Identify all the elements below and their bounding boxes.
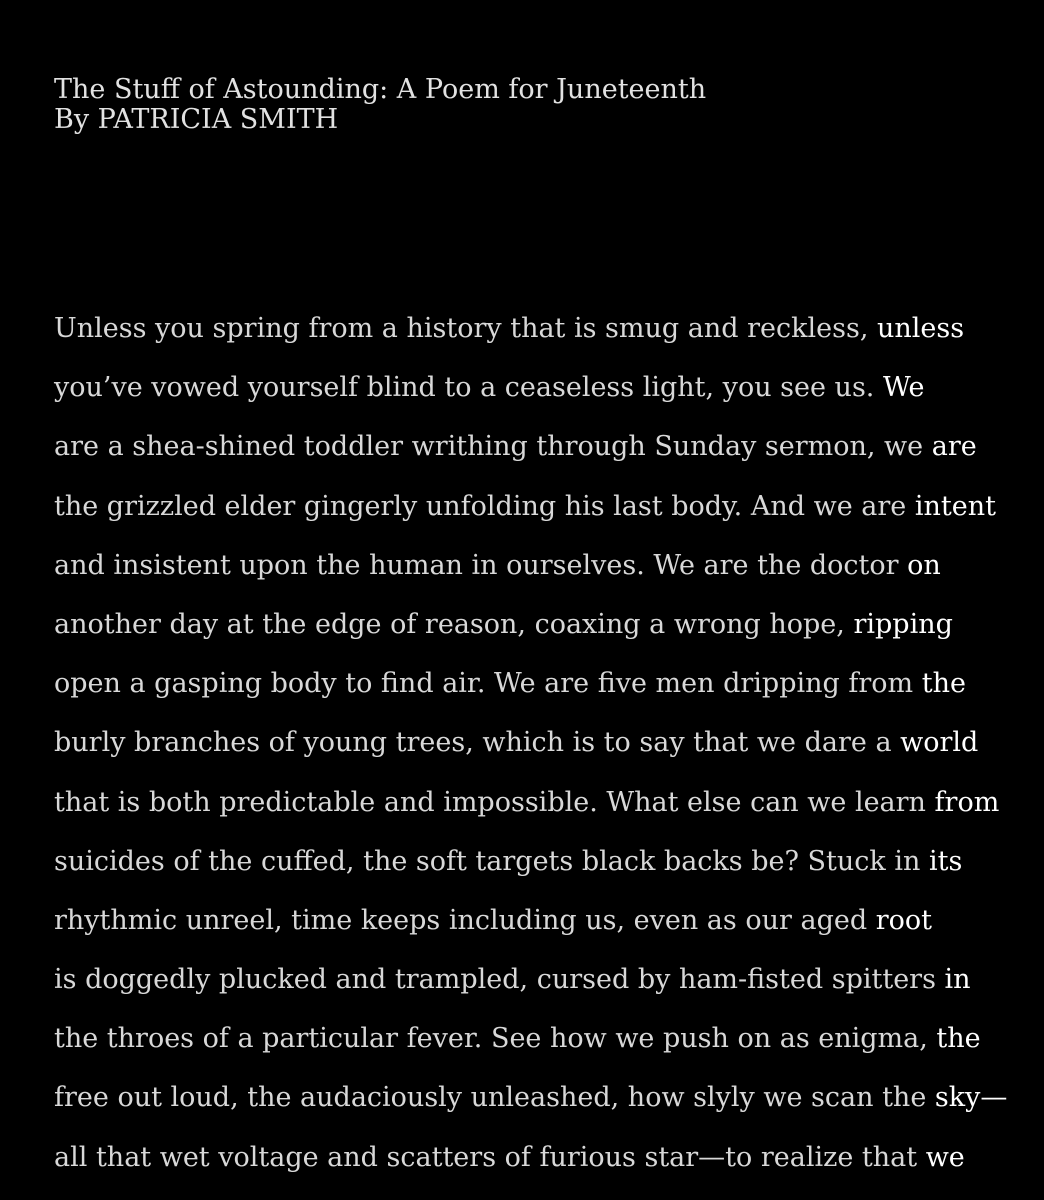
poem-line-last-word: its bbox=[928, 845, 963, 877]
poem-line-text: that is both predictable and impossible. What else can we learn bbox=[54, 786, 926, 818]
poem-line bbox=[54, 664, 1007, 723]
poem-line bbox=[54, 1019, 1007, 1078]
poem-title: The Stuff of Astounding: A Poem for Juneteenth bbox=[54, 74, 707, 105]
poem-line bbox=[54, 605, 1007, 664]
poem-line-last-word: world bbox=[900, 727, 979, 759]
poem-line-last-word: from bbox=[934, 786, 1000, 818]
poem-line-text: you’ve vowed yourself blind to a ceaseless light, you see us. bbox=[54, 372, 875, 404]
poem-line-last-word: sky— bbox=[934, 1082, 1008, 1114]
poem-line-text: and insistent upon the human in ourselves. We are the doctor bbox=[54, 549, 899, 581]
poem-line-last-word: are bbox=[931, 431, 977, 463]
poem-line bbox=[54, 842, 1007, 901]
poem-line-text: Unless you spring from a history that is smug and reckless, bbox=[54, 313, 869, 344]
poem-line-text: the throes of a particular fever. See how we push on as enigma, bbox=[54, 1023, 928, 1055]
poem-line-text: the grizzled elder gingerly unfolding his last body. And we are bbox=[54, 490, 907, 522]
poem-line bbox=[54, 783, 1007, 842]
poem-line-last-word: in bbox=[944, 964, 971, 996]
poem-body bbox=[54, 309, 1007, 1197]
poem-line bbox=[54, 1138, 1007, 1197]
poem-line-last-word: on bbox=[907, 549, 941, 581]
poem-line-last-word: ripping bbox=[853, 608, 953, 640]
poem-line-last-word: root bbox=[875, 904, 932, 936]
poem-line-last-word: unless bbox=[877, 313, 965, 344]
poem-line-text: all that wet voltage and scatters of furious star—to realize that bbox=[54, 1141, 918, 1173]
poem-line-text: is doggedly plucked and trampled, cursed by ham-fisted spitters bbox=[54, 964, 936, 996]
poem-line-text: suicides of the cuffed, the soft targets black backs be? Stuck in bbox=[54, 845, 921, 877]
poem-byline: By PATRICIA SMITH bbox=[54, 104, 339, 135]
poem-line-last-word: we bbox=[925, 1141, 965, 1173]
poem-line bbox=[54, 1078, 1007, 1137]
poem-line-text: are a shea-shined toddler writhing through Sunday sermon, we bbox=[54, 431, 924, 463]
poem-line bbox=[54, 960, 1007, 1019]
poem-line-last-word: intent bbox=[914, 490, 996, 522]
poem-line-text: free out loud, the audaciously unleashed, how slyly we scan the bbox=[54, 1082, 927, 1114]
poem-line bbox=[54, 427, 1007, 486]
poem-line-last-word: the bbox=[936, 1023, 981, 1055]
poem-line-text: burly branches of young trees, which is to say that we dare a bbox=[54, 727, 892, 759]
poem-line-text: rhythmic unreel, time keeps including us, even as our aged bbox=[54, 904, 868, 936]
poem-line bbox=[54, 309, 1007, 368]
poem-line bbox=[54, 723, 1007, 782]
poem-line bbox=[54, 546, 1007, 605]
poem-header bbox=[54, 75, 706, 135]
poem-line-last-word: We bbox=[882, 372, 925, 404]
poem-line-last-word: the bbox=[921, 668, 966, 700]
poem-line-text: another day at the edge of reason, coaxing a wrong hope, bbox=[54, 608, 845, 640]
poem-line bbox=[54, 901, 1007, 960]
poem-line bbox=[54, 487, 1007, 546]
poem-line bbox=[54, 368, 1007, 427]
poem-line-text: open a gasping body to find air. We are five men dripping from bbox=[54, 668, 914, 700]
